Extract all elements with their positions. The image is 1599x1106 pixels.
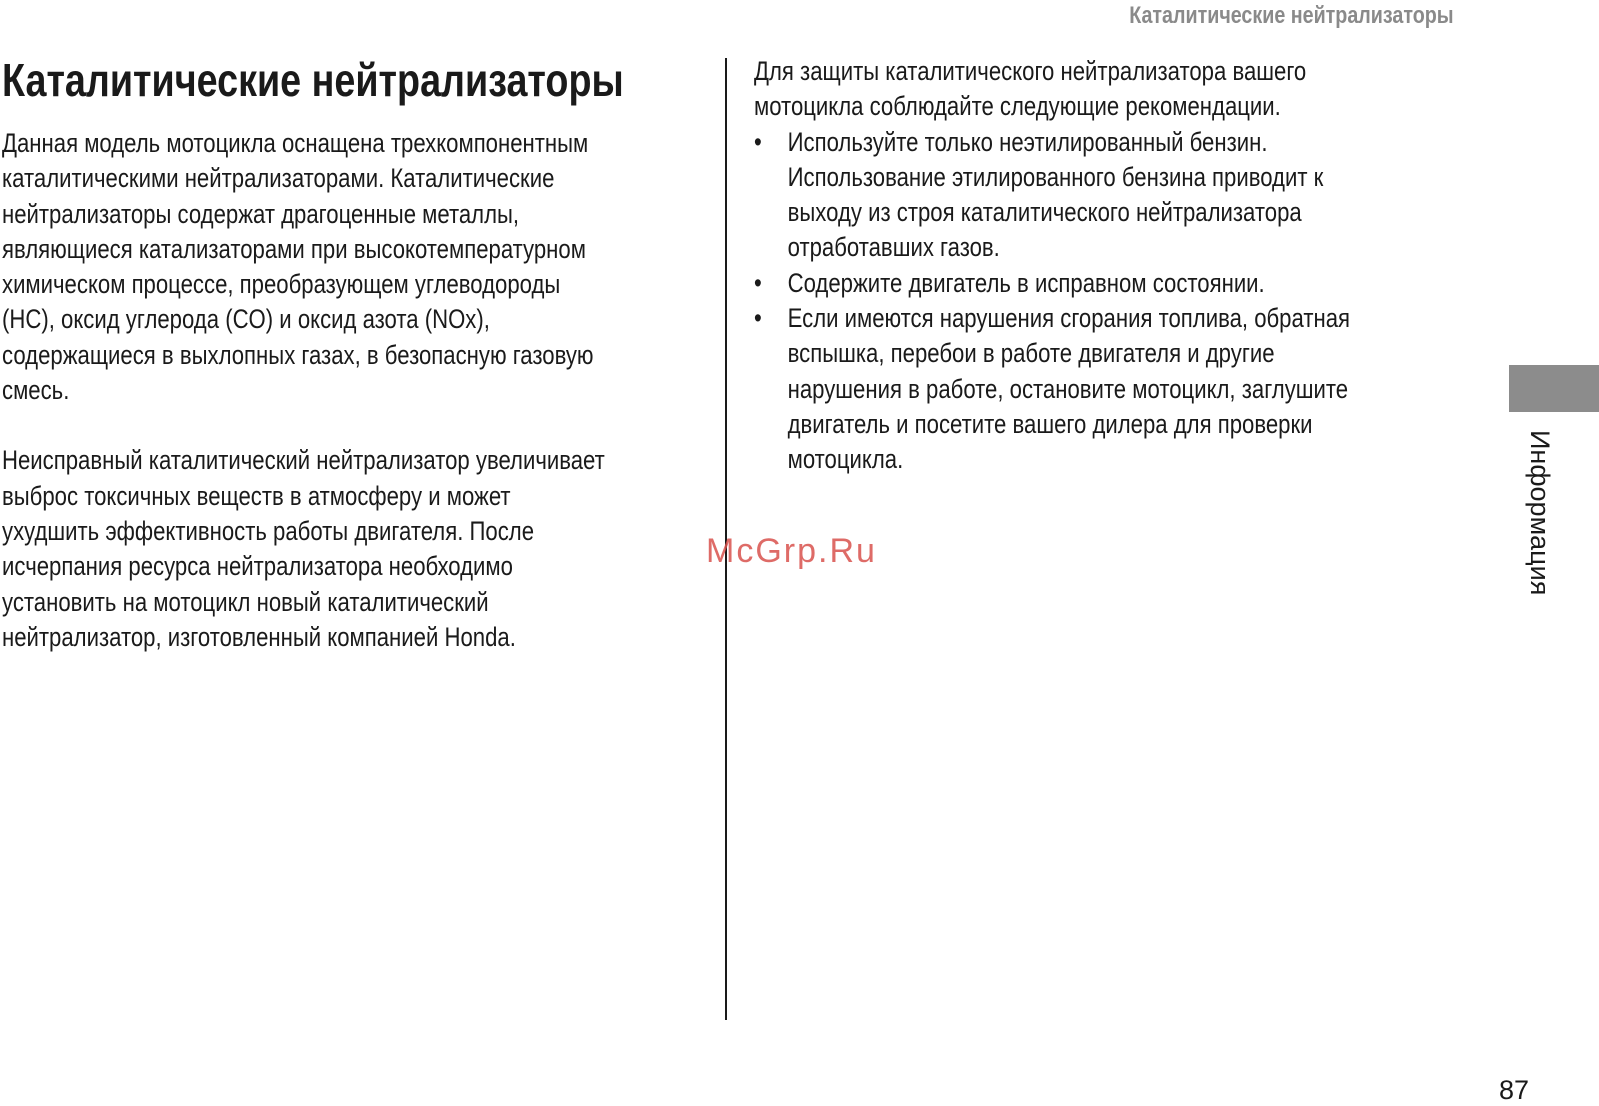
text-line: выходу из строя каталитического нейтрализатора	[787, 197, 1302, 228]
text-line: нейтрализаторы содержат драгоценные металлы,	[2, 198, 520, 229]
page-title: Каталитические нейтрализаторы	[2, 54, 624, 106]
bullet-icon: •	[754, 126, 762, 157]
recommendations-intro	[754, 54, 1459, 125]
list-item	[754, 125, 1459, 266]
text-line: выброс токсичных веществ в атмосферу и может	[2, 480, 511, 511]
text-line: химическом процессе, преобразующем углеводороды	[2, 269, 561, 300]
text-line: Содержите двигатель в исправном состоянии.	[787, 267, 1265, 298]
text-line: вспышка, перебои в работе двигателя и другие	[787, 338, 1275, 369]
text-line: Данная модель мотоцикла оснащена трехкомпонентным	[2, 128, 589, 158]
text-line: нейтрализатор, изготовленный компанией Honda.	[2, 621, 516, 652]
text-line: смесь.	[2, 375, 70, 406]
list-item	[754, 266, 1459, 301]
list-item	[754, 301, 1459, 477]
text-line: являющиеся катализаторами при высокотемпературном	[2, 233, 586, 264]
text-line: ухудшить эффективность работы двигателя. После	[2, 515, 535, 546]
page-number: 87	[1499, 1075, 1530, 1105]
text-line: отработавших газов.	[787, 232, 1000, 263]
text-line: содержащиеся в выхлопных газах, в безопасную газовую	[2, 339, 594, 370]
text-line: Используйте только неэтилированный бензин.	[787, 126, 1268, 157]
text-line: Если имеются нарушения сгорания топлива, обратная	[787, 303, 1350, 334]
intro-paragraph	[2, 126, 699, 408]
right-column	[754, 54, 1459, 478]
text-line: мотоцикла соблюдайте следующие рекомендации.	[754, 91, 1281, 122]
watermark: McGrp.Ru	[706, 532, 877, 570]
running-head: Каталитические нейтрализаторы	[1129, 2, 1454, 29]
section-tab	[1509, 365, 1599, 412]
text-line: Неисправный каталитический нейтрализатор увеличивает	[2, 445, 605, 476]
recommendations-list	[754, 125, 1459, 478]
warning-paragraph	[2, 443, 699, 655]
left-column	[2, 52, 699, 655]
text-line: двигатель и посетите вашего дилера для проверки	[787, 408, 1313, 439]
text-line: каталитическими нейтрализаторами. Каталитические	[2, 163, 555, 194]
bullet-icon: •	[754, 303, 762, 334]
text-line: нарушения в работе, остановите мотоцикл, заглушите	[787, 373, 1349, 404]
section-tab-label: Информация	[1525, 430, 1555, 596]
bullet-icon: •	[754, 267, 762, 298]
text-line: Для защиты каталитического нейтрализатора вашего	[754, 56, 1307, 86]
text-line: (HC), оксид углерода (CO) и оксид азота (NOx),	[2, 304, 490, 335]
text-line: установить на мотоцикл новый каталитический	[2, 586, 489, 617]
text-line: исчерпания ресурса нейтрализатора необходимо	[2, 551, 513, 582]
text-line: Использование этилированного бензина приводит к	[787, 161, 1324, 192]
text-line: мотоцикла.	[787, 444, 904, 475]
